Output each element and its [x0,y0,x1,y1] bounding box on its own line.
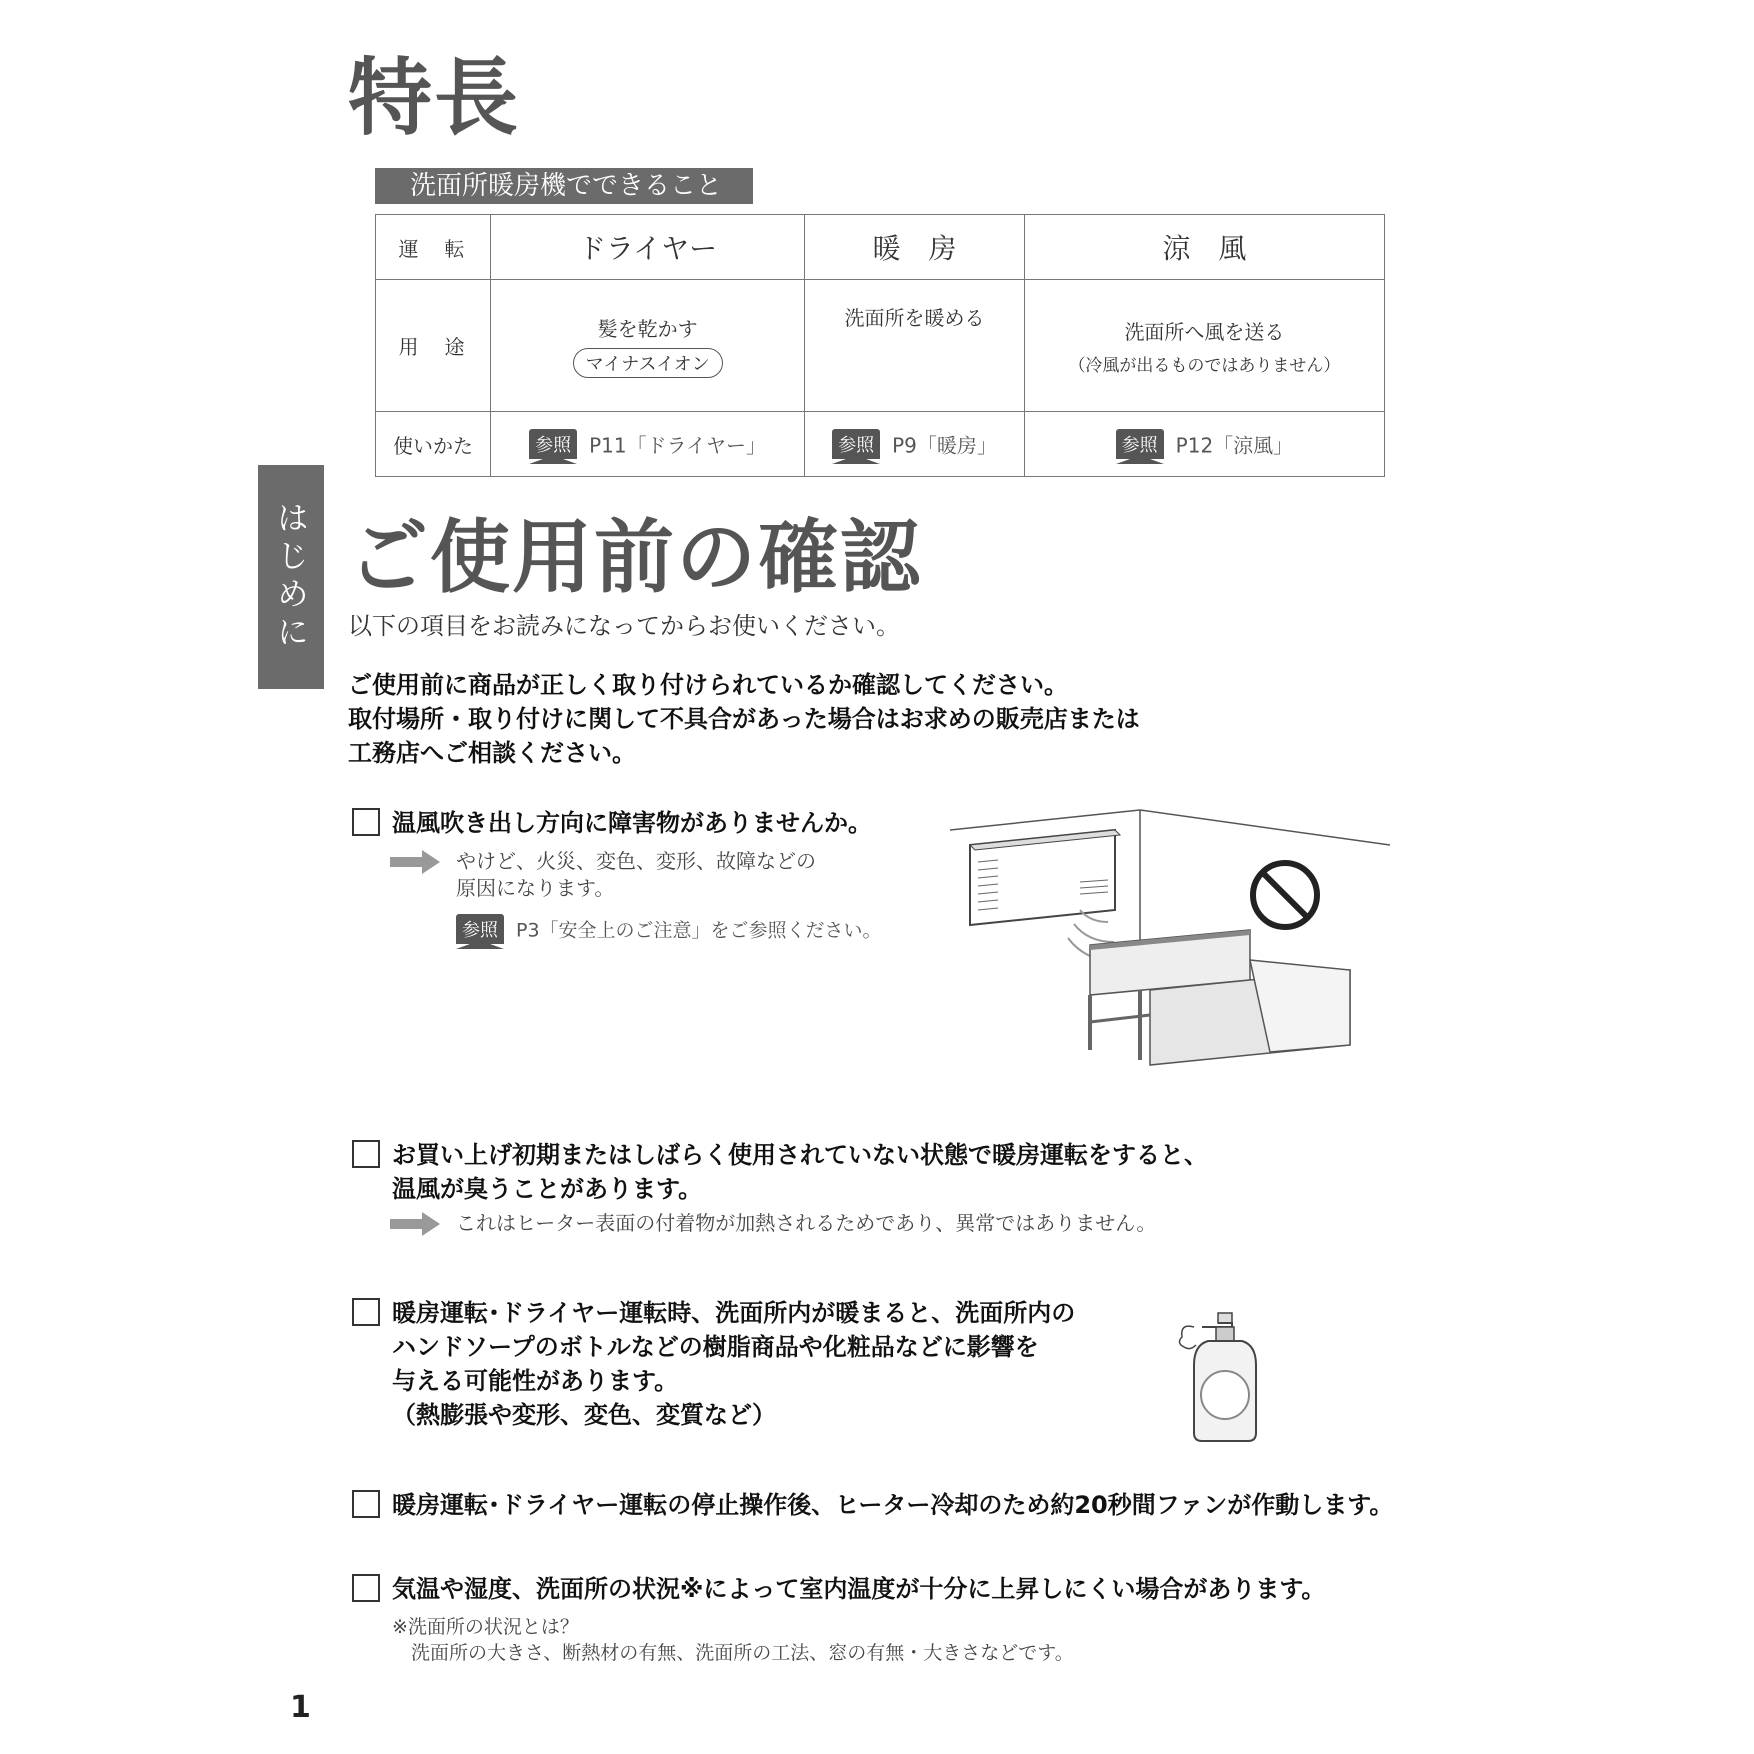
item-line: 暖房運転･ドライヤー運転時、洗面所内が暖まると、洗面所内の [392,1299,1076,1327]
section-tab: はじめに [258,465,324,689]
ref-cool-wind: P12「涼風」 [1175,433,1294,458]
item-text [392,1138,1208,1206]
use-dryer-cell [491,280,805,412]
use-dryer: 髪を乾かす [597,317,698,341]
bold-intro-line: 取付場所・取り付けに関して不具合があった場合はお求めの販売店または [348,705,1140,733]
checkbox[interactable] [352,808,380,836]
heater-obstacle-illustration [950,800,1390,1080]
use-cool-cell [1024,280,1384,412]
item-note [392,1614,1074,1666]
check-title: ご使用前の確認 [348,511,922,604]
bold-intro-line: ご使用前に商品が正しく取り付けられているか確認してください。 [348,671,1068,699]
item-text: 温風吹き出し方向に障害物がありませんか。 [392,809,872,837]
check-intro: 以下の項目をお読みになってからお使いください。 [348,612,900,640]
book-icon: 参照 [529,429,577,459]
arrow-right-icon [390,1212,440,1236]
book-icon: 参照 [1116,429,1164,459]
item-line: （熱膨張や変形、変色、変質など） [392,1401,776,1429]
book-icon: 参照 [456,914,504,944]
item-sub-text: これはヒーター表面の付着物が加熱されるためであり、異常ではありません。 [456,1211,1157,1235]
item-text: 暖房運転･ドライヤー運転の停止操作後、ヒーター冷却のため約20秒間ファンが作動します。 [392,1491,1394,1519]
item-line: ハンドソープのボトルなどの樹脂商品や化粧品などに影響を [392,1333,1039,1361]
mode-dryer: ドライヤー [491,215,805,280]
features-title: 特長 [348,49,521,147]
checkbox[interactable] [352,1298,380,1326]
soap-bottle-icon [1172,1305,1272,1445]
ref-dryer: P11「ドライヤー」 [589,433,767,458]
item-ref [456,914,882,944]
row-label-use: 用 途 [376,280,491,412]
page-number: 1 [290,1690,311,1725]
cool-wind-note: （冷風が出るものではありません） [1068,355,1341,376]
ref-heating-cell [805,412,1025,477]
features-subheading: 洗面所暖房機でできること [375,168,753,204]
mode-cool-wind: 涼 風 [1024,215,1384,280]
sub-line: やけど、火災、変色、変形、故障などの [456,849,816,873]
item-text: 気温や湿度、洗面所の状況※によって室内温度が十分に上昇しにくい場合があります。 [392,1575,1326,1603]
check-bold-intro [348,668,1140,770]
minus-ion-badge: マイナスイオン [573,348,723,378]
mode-heating: 暖 房 [805,215,1025,280]
note-line: ※洗面所の状況とは？ [392,1616,579,1638]
item-line: お買い上げ初期またはしばらく使用されていない状態で暖房運転をすると、 [392,1141,1208,1169]
check-item-fan [352,1488,1452,1528]
row-label-mode: 運 転 [376,215,491,280]
book-icon: 参照 [832,429,880,459]
item-line: 温風が臭うことがあります。 [392,1175,703,1203]
use-heating: 洗面所を暖める [844,306,985,330]
check-item-resin [352,1296,1152,1446]
use-heating-cell [805,280,1025,412]
check-item-odor [352,1138,1252,1248]
ref-dryer-cell [491,412,805,477]
checkbox[interactable] [352,1574,380,1602]
checkbox[interactable] [352,1490,380,1518]
item-line: 与える可能性があります。 [392,1367,679,1395]
arrow-right-icon [390,850,440,874]
ref-safety: P3「安全上のご注意」をご参照ください。 [516,919,882,942]
ref-heating: P9「暖房」 [892,433,997,458]
row-label-how: 使いかた [376,412,491,477]
note-line: 洗面所の大きさ、断熱材の有無、洗面所の工法、窓の有無・大きさなどです。 [392,1642,1074,1664]
sub-line: 原因になります。 [456,876,615,900]
bold-intro-line: 工務店へご相談ください。 [348,739,636,767]
use-cool-wind: 洗面所へ風を送る [1124,319,1285,344]
check-item-temperature [352,1572,1452,1672]
item-text [392,1296,1075,1432]
item-sub-text [456,848,816,902]
features-table [375,214,1385,477]
ref-cool-cell [1024,412,1384,477]
checkbox[interactable] [352,1140,380,1168]
